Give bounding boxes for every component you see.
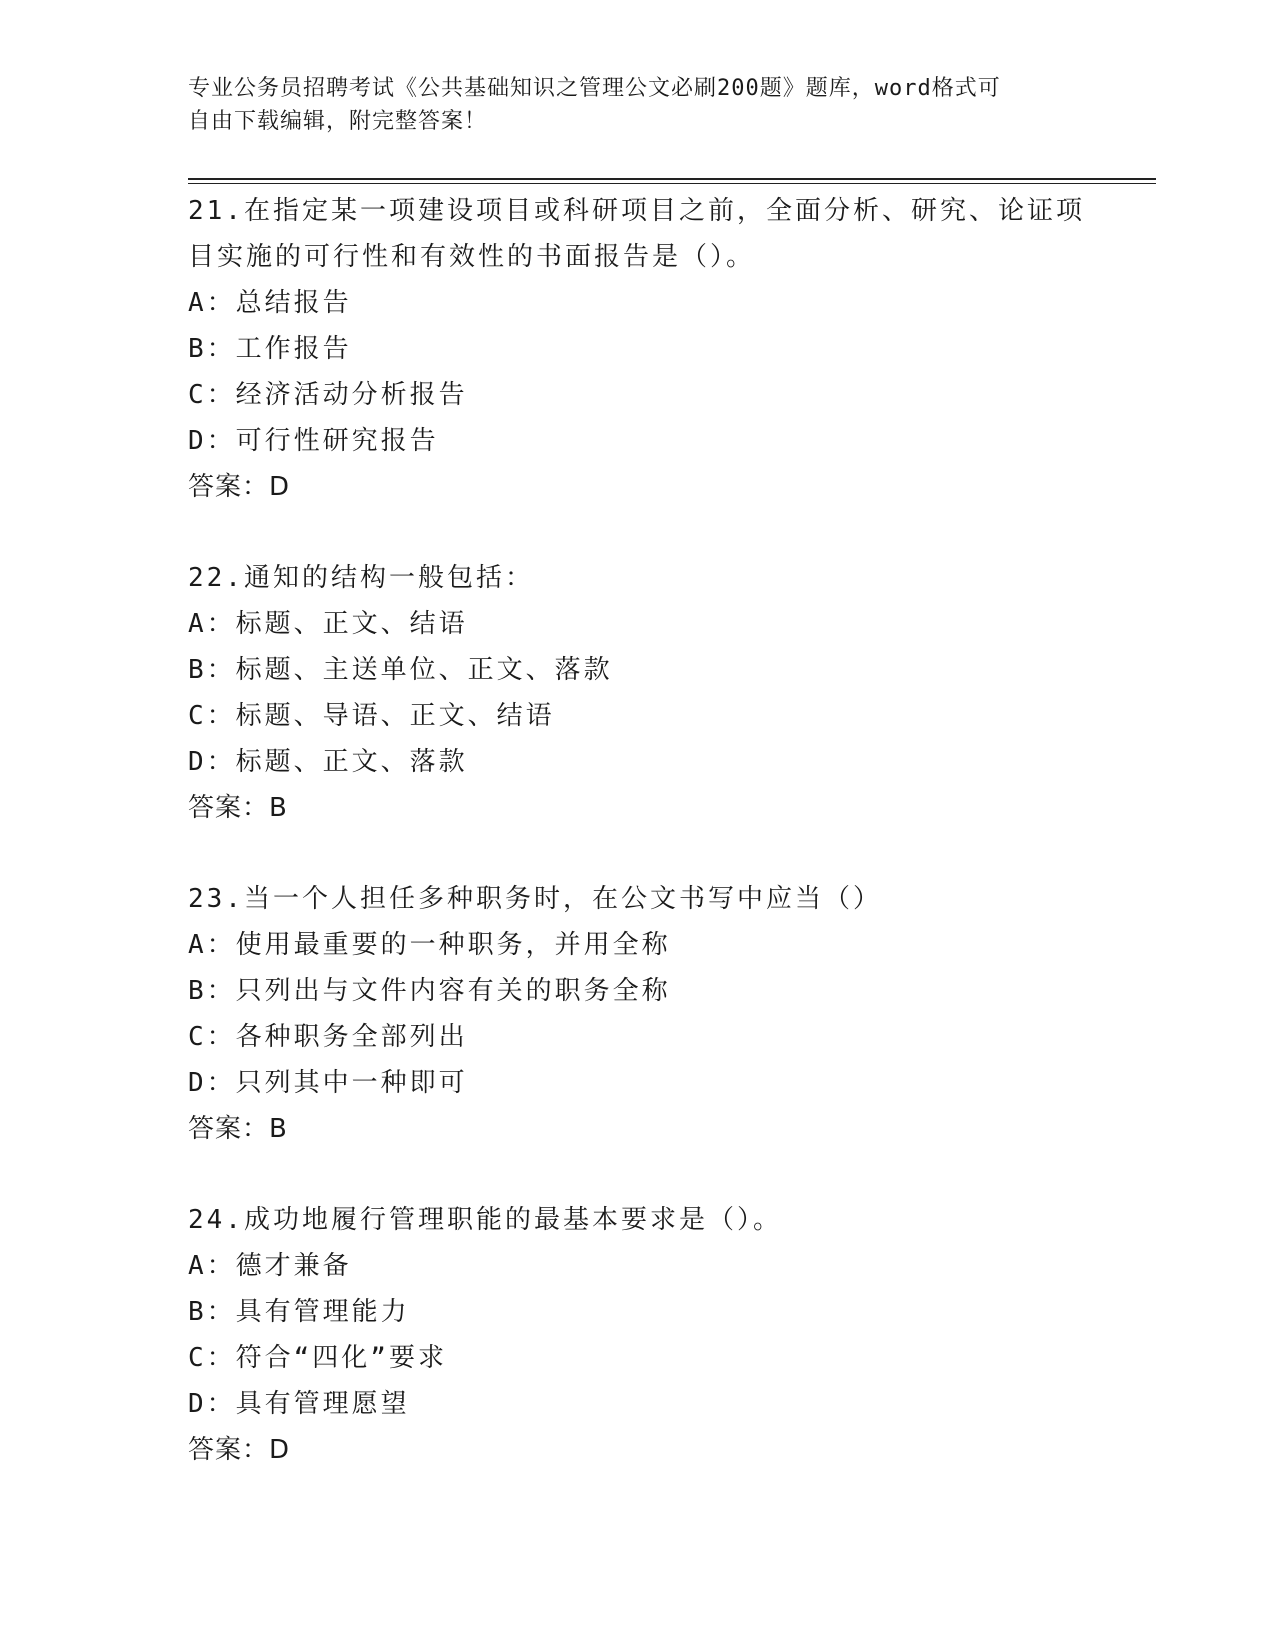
option-b: B：只列出与文件内容有关的职务全称 <box>188 976 671 1006</box>
option-d: D：只列其中一种即可 <box>188 1068 468 1098</box>
header-divider-thick <box>188 178 1156 180</box>
option-d: D：标题、正文、落款 <box>188 747 468 777</box>
document-header <box>188 72 1068 138</box>
answer: 答案：D <box>188 1435 291 1465</box>
option-d: D：具有管理愿望 <box>188 1389 410 1419</box>
option-c: C：经济活动分析报告 <box>188 380 468 410</box>
option-b: B：具有管理能力 <box>188 1297 410 1327</box>
option-b: B：工作报告 <box>188 334 352 364</box>
question-list <box>188 188 1088 1518</box>
option-a: A：总结报告 <box>188 288 352 318</box>
question-stem: 22.通知的结构一般包括： <box>188 563 534 593</box>
option-a: A：德才兼备 <box>188 1251 352 1281</box>
option-c: C：符合“四化”要求 <box>188 1343 447 1373</box>
option-c: C：各种职务全部列出 <box>188 1022 468 1052</box>
header-divider-thin <box>188 183 1156 184</box>
option-a: A：标题、正文、结语 <box>188 609 468 639</box>
answer: 答案：D <box>188 472 291 502</box>
header-line-2: 自由下载编辑，附完整答案！ <box>188 109 488 134</box>
option-d: D：可行性研究报告 <box>188 426 439 456</box>
option-c: C：标题、导语、正文、结语 <box>188 701 555 731</box>
option-a: A：使用最重要的一种职务，并用全称 <box>188 930 671 960</box>
question-21 <box>188 188 1088 510</box>
option-b: B：标题、主送单位、正文、落款 <box>188 655 613 685</box>
question-stem: 21.在指定某一项建设项目或科研项目之前，全面分析、研究、论证项 <box>188 196 1085 226</box>
question-22 <box>188 555 1088 831</box>
answer: 答案：B <box>188 1114 288 1144</box>
answer: 答案：B <box>188 793 288 823</box>
question-23 <box>188 876 1088 1152</box>
question-stem: 24.成功地履行管理职能的最基本要求是（）。 <box>188 1205 782 1235</box>
question-24 <box>188 1197 1088 1473</box>
question-stem-continued: 目实施的可行性和有效性的书面报告是（）。 <box>188 242 756 272</box>
header-line-1: 专业公务员招聘考试《公共基础知识之管理公文必刷200题》题库，word格式可 <box>188 76 1001 101</box>
question-stem: 23.当一个人担任多种职务时，在公文书写中应当（） <box>188 884 882 914</box>
